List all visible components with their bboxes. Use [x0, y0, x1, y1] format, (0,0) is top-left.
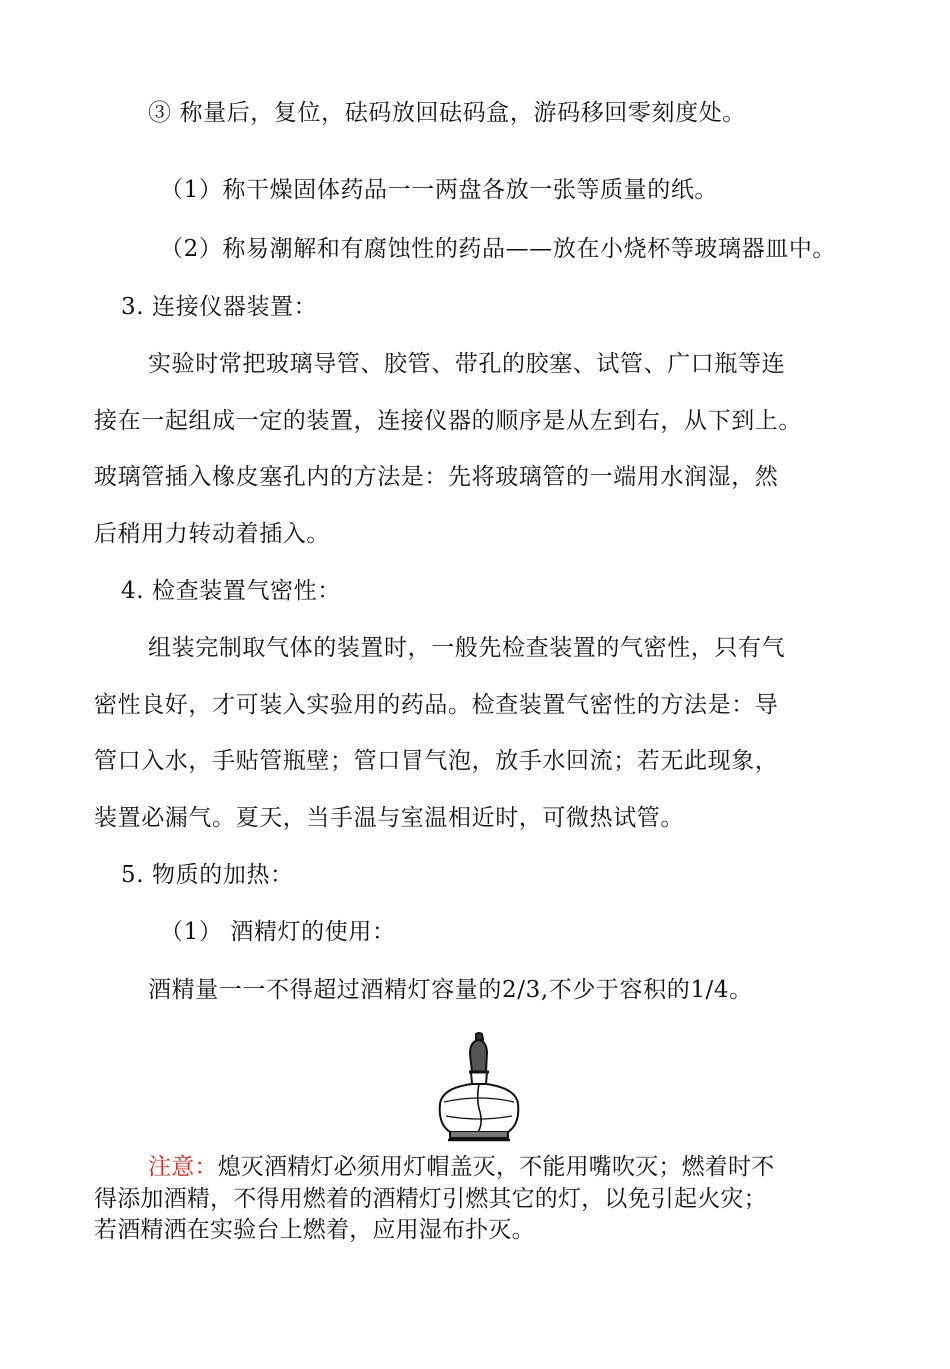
paragraph: （1）称干燥固体药品一一两盘各放一张等质量的纸。: [160, 177, 719, 203]
section-heading: 5. 物质的加热：: [121, 862, 294, 888]
note-line: [148, 1152, 774, 1182]
paragraph: 接在一起组成一定的装置，连接仪器的顺序是从左到右，从下到上。: [94, 408, 802, 434]
paragraph: 玻璃管插入橡皮塞孔内的方法是：先将玻璃管的一端用水润湿，然: [94, 464, 779, 490]
paragraph: 后稍用力转动着插入。: [94, 521, 330, 547]
paragraph: （2）称易潮解和有腐蚀性的药品——放在小烧杯等玻璃器皿中。: [160, 236, 837, 262]
paragraph: 实验时常把玻璃导管、胶管、带孔的胶塞、试管、广口瓶等连: [148, 351, 786, 377]
note-label: 注意：: [148, 1154, 218, 1180]
note-text: 若酒精洒在实验台上燃着，应用湿布扑灭。: [94, 1217, 535, 1243]
note-text: 熄灭酒精灯必须用灯帽盖灭，不能用嘴吹灭；燃着时不: [217, 1154, 775, 1180]
paragraph: 密性良好，才可装入实验用的药品。检查装置气密性的方法是：导: [94, 692, 779, 718]
subsection-heading: （1） 酒精灯的使用：: [160, 919, 396, 945]
paragraph: 酒精量一一不得超过酒精灯容量的2/3,不少于容积的1/4。: [148, 977, 753, 1003]
section-heading: 4. 检查装置气密性：: [121, 578, 341, 604]
section-heading: 3. 连接仪器装置：: [121, 294, 318, 320]
paragraph: ③ 称量后，复位，砝码放回砝码盒，游码移回零刻度处。: [148, 100, 746, 126]
alcohol-lamp-icon: [436, 1032, 522, 1144]
note-text: 得添加酒精，不得用燃着的酒精灯引燃其它的灯，以免引起火灾；: [94, 1186, 767, 1212]
paragraph: 管口入水，手贴管瓶壁；管口冒气泡，放手水回流；若无此现象，: [94, 748, 779, 774]
paragraph: 装置必漏气。夏天，当手温与室温相近时，可微热试管。: [94, 805, 684, 831]
paragraph: 组装完制取气体的装置时，一般先检查装置的气密性，只有气: [148, 635, 786, 661]
